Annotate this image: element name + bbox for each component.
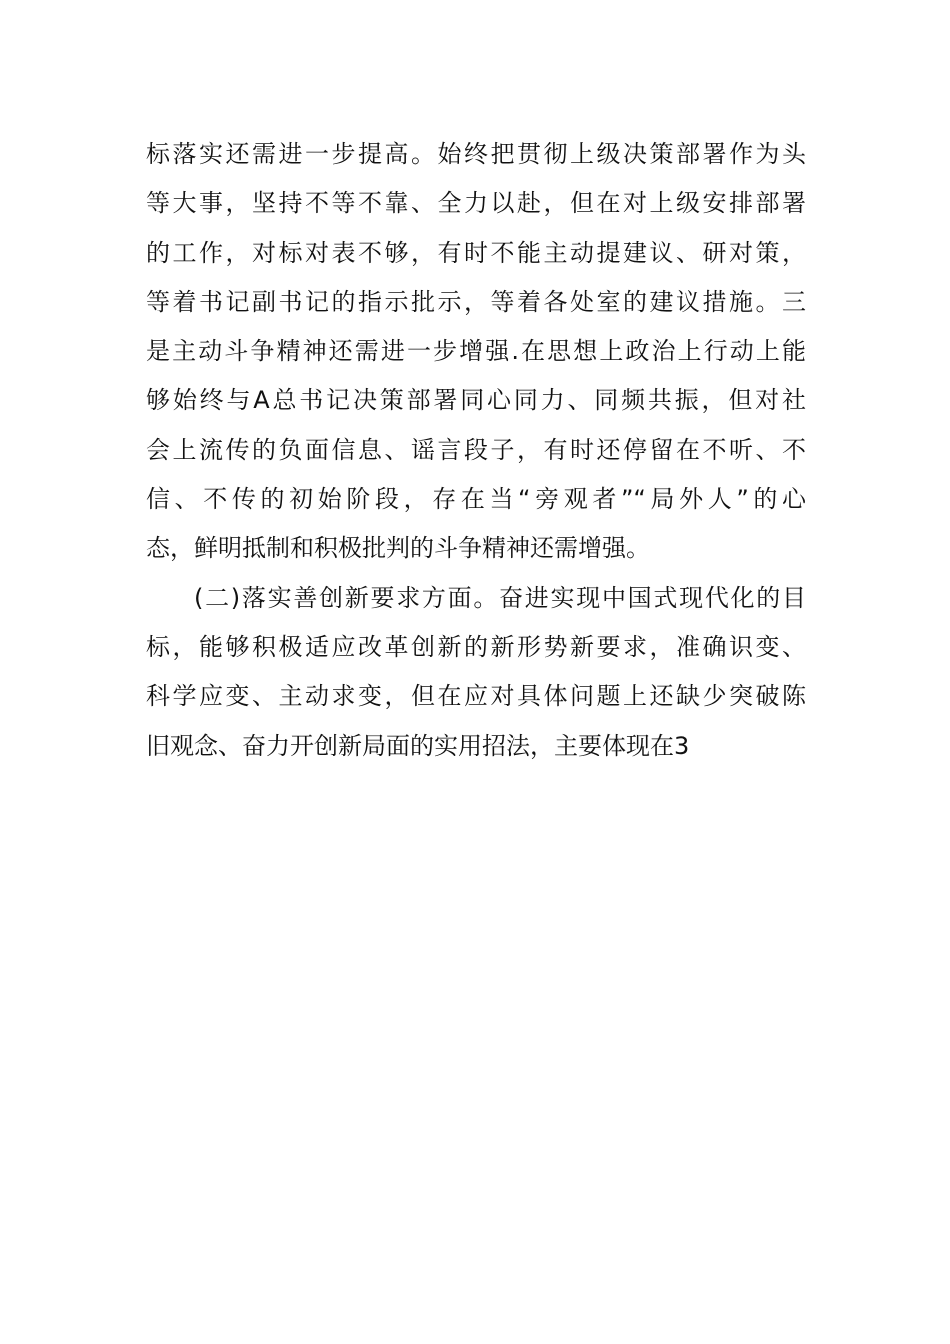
text-line: (二)落实善创新要求方面。奋进实现中国式现代化的目 xyxy=(194,583,806,612)
paragraph-2 xyxy=(146,574,806,771)
text-line: 够始终与A总书记决策部署同心同力、同频共振，但对社 xyxy=(146,386,806,415)
document-body xyxy=(146,130,806,771)
text-line: 的工作，对标对表不够，有时不能主动提建议、研对策， xyxy=(146,238,806,267)
text-line: 等大事，坚持不等不靠、全力以赴，但在对上级安排部署 xyxy=(146,189,806,218)
text-line: 会上流传的负面信息、谣言段子，有时还停留在不听、不 xyxy=(146,435,806,464)
paragraph-1 xyxy=(146,130,806,574)
text-line: 等着书记副书记的指示批示，等着各处室的建议措施。三 xyxy=(146,287,806,316)
text-line: 旧观念、奋力开创新局面的实用招法，主要体现在3 xyxy=(146,731,690,760)
text-line: 标落实还需进一步提高。始终把贯彻上级决策部署作为头 xyxy=(146,140,806,168)
text-line: 科学应变、主动求变，但在应对具体问题上还缺少突破陈 xyxy=(146,682,806,711)
text-line: 态，鲜明抵制和积极批判的斗争精神还需增强。 xyxy=(146,534,650,563)
text-line: 是主动斗争精神还需进一步增强.在思想上政治上行动上能 xyxy=(146,337,806,366)
text-line: 信、不传的初始阶段，存在当“旁观者”“局外人”的心 xyxy=(146,485,806,514)
text-line: 标，能够积极适应改革创新的新形势新要求，准确识变、 xyxy=(146,632,806,661)
